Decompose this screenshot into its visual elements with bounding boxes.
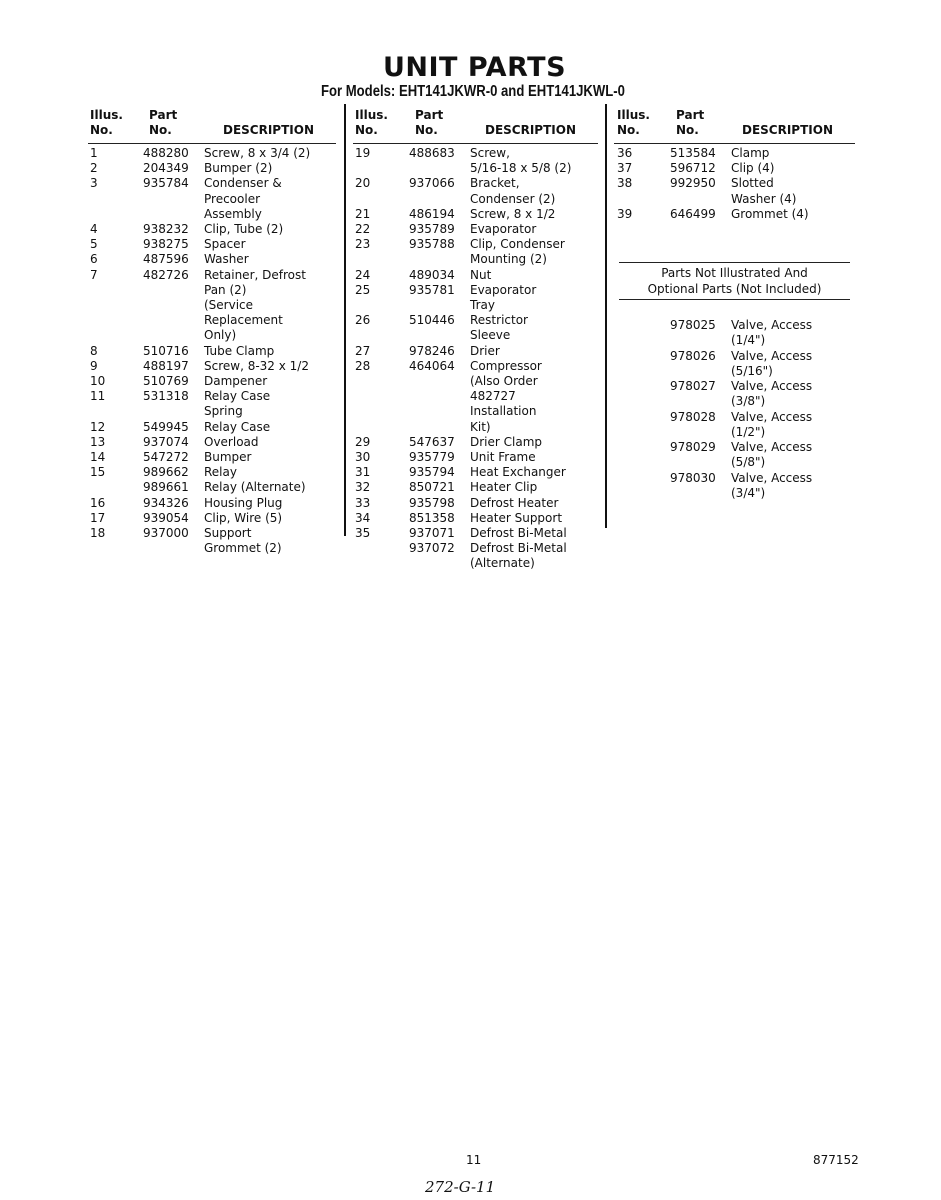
- table-row: [353, 222, 598, 237]
- table-row: [353, 450, 598, 465]
- illus-number: 32: [355, 480, 371, 495]
- part-number: 939054: [143, 510, 189, 525]
- table-row: [353, 496, 598, 511]
- part-description: Housing Plug: [204, 495, 283, 510]
- illus-number: 21: [355, 206, 371, 221]
- part-description: Heater Clip: [470, 480, 538, 495]
- table-row: [88, 389, 336, 419]
- table-row: [614, 176, 855, 206]
- table-row: [88, 465, 336, 480]
- parts-column-1: [88, 108, 336, 556]
- part-number: 487596: [143, 252, 189, 267]
- part-number: 646499: [670, 206, 716, 221]
- illus-number: 31: [355, 465, 371, 480]
- illus-number: 38: [617, 176, 633, 191]
- illus-number: 20: [355, 176, 371, 191]
- table-row: [88, 176, 336, 222]
- part-description: Retainer, Defrost Pan (2) (Service Replacement Only): [204, 267, 306, 343]
- not-illustrated-header: [619, 262, 850, 300]
- part-description: Slotted Washer (4): [731, 176, 797, 206]
- part-number: 978028: [670, 409, 716, 424]
- illus-number: 8: [90, 343, 98, 358]
- illus-number: 16: [90, 495, 106, 510]
- illus-number: 14: [90, 450, 106, 465]
- illus-number: 3: [90, 176, 98, 191]
- illus-number: 36: [617, 146, 633, 160]
- table-row: [353, 465, 598, 480]
- part-description: Nut: [470, 267, 492, 282]
- part-description: Bracket, Condenser (2): [470, 176, 556, 206]
- table-row: [353, 344, 598, 359]
- part-description: Screw, 5/16-18 x 5/8 (2): [470, 146, 572, 176]
- part-number: 935781: [409, 282, 455, 297]
- part-number: 851358: [409, 510, 455, 525]
- illus-header: No.: [90, 123, 113, 137]
- parts-column-3: [614, 108, 855, 222]
- table-row: [353, 359, 598, 435]
- not-illustrated-heading-line-1: Parts Not Illustrated And: [661, 266, 808, 280]
- part-header: No.: [415, 123, 438, 137]
- part-description: Bumper (2): [204, 161, 273, 176]
- part-description: Evaporator Tray: [470, 282, 537, 313]
- part-description: Unit Frame: [470, 450, 536, 465]
- part-header: Part: [676, 108, 705, 122]
- part-number: 531318: [143, 389, 189, 404]
- part-number: 935794: [409, 465, 455, 480]
- table-row: [353, 313, 598, 343]
- table-row: [88, 374, 336, 389]
- part-number: 937072: [409, 541, 455, 556]
- part-description: Clip (4): [731, 161, 775, 176]
- part-description: Heat Exchanger: [470, 465, 566, 480]
- part-number: 938275: [143, 237, 189, 252]
- table-row: [614, 207, 855, 222]
- part-description: Clip, Wire (5): [204, 510, 283, 525]
- description-header: DESCRIPTION: [741, 123, 833, 137]
- page-title: UNIT PARTS: [382, 52, 567, 83]
- parts-rows: [614, 144, 855, 222]
- illus-number: 28: [355, 358, 371, 373]
- illus-number: 27: [355, 343, 371, 358]
- part-description: Tube Clamp: [204, 343, 275, 358]
- part-number: 204349: [143, 161, 189, 176]
- part-number: 547637: [409, 434, 455, 449]
- part-number: 978029: [670, 440, 716, 454]
- column-header: [614, 108, 855, 144]
- part-description: Overload: [204, 434, 259, 449]
- optional-parts-list: [670, 318, 812, 501]
- table-row: [670, 471, 812, 502]
- illus-number: 2: [90, 161, 98, 176]
- part-number: 935788: [409, 237, 455, 252]
- part-number: 937000: [143, 526, 189, 541]
- part-description: Clip, Tube (2): [204, 222, 284, 237]
- column-header: [353, 108, 598, 144]
- illus-number: 6: [90, 252, 98, 267]
- illus-number: 4: [90, 222, 98, 237]
- illus-number: 26: [355, 313, 371, 328]
- table-row: [88, 496, 336, 511]
- part-description: Condenser & Precooler Assembly: [204, 176, 282, 221]
- illus-number: 22: [355, 222, 371, 237]
- part-description: Clamp: [731, 146, 770, 160]
- part-number: 464064: [409, 358, 455, 373]
- table-row: [670, 318, 812, 349]
- part-description: Valve, Access (1/2"): [731, 409, 813, 439]
- illus-number: 18: [90, 526, 106, 541]
- part-description: Bumper: [204, 450, 252, 465]
- illus-number: 13: [90, 434, 106, 449]
- table-row: [88, 268, 336, 344]
- part-number: 935779: [409, 450, 455, 465]
- part-description: Defrost Heater: [470, 495, 559, 510]
- part-number: 934326: [143, 495, 189, 510]
- part-description: Grommet (4): [731, 206, 809, 221]
- part-description: Drier Clamp: [470, 434, 543, 449]
- part-number: 513584: [670, 146, 716, 160]
- illus-number: 1: [90, 146, 98, 160]
- part-description: Drier: [470, 343, 500, 358]
- part-description: Valve, Access (1/4"): [731, 318, 813, 348]
- document-number: 877152: [813, 1153, 859, 1167]
- part-number: 937066: [409, 176, 455, 191]
- part-number: 935784: [143, 176, 189, 191]
- table-row: [670, 349, 812, 380]
- table-row: [353, 237, 598, 267]
- part-description: Valve, Access (5/16"): [731, 348, 813, 378]
- illus-number: 7: [90, 267, 98, 282]
- part-description: Heater Support: [470, 510, 563, 525]
- table-row: [88, 146, 336, 161]
- description-header: DESCRIPTION: [222, 123, 314, 137]
- part-description: Screw, 8 x 3/4 (2): [204, 146, 311, 160]
- part-number: 978030: [670, 470, 716, 485]
- table-row: [353, 268, 598, 283]
- models-subtitle: For Models: EHT141JKWR-0 and EHT141JKWL-0: [320, 83, 625, 100]
- part-description: Valve, Access (3/8"): [731, 379, 813, 409]
- illus-number: 23: [355, 237, 371, 252]
- part-number: 978025: [670, 318, 716, 332]
- column-divider: [605, 104, 607, 528]
- illus-number: 9: [90, 358, 98, 373]
- table-row: [88, 222, 336, 237]
- part-header: No.: [149, 123, 172, 137]
- table-row: [88, 450, 336, 465]
- table-row: [88, 237, 336, 252]
- table-row: [353, 480, 598, 495]
- part-number: 938232: [143, 222, 189, 237]
- part-description: Screw, 8 x 1/2: [470, 206, 556, 221]
- illus-number: 37: [617, 161, 633, 176]
- part-number: 978026: [670, 348, 716, 363]
- part-description: Support Grommet (2): [204, 526, 282, 556]
- part-number: 992950: [670, 176, 716, 191]
- illus-number: 5: [90, 237, 98, 252]
- part-number: 510446: [409, 313, 455, 328]
- table-row: [614, 146, 855, 161]
- illus-number: 12: [90, 419, 106, 434]
- illus-number: 24: [355, 267, 371, 282]
- part-number: 989662: [143, 465, 189, 480]
- table-row: [353, 176, 598, 206]
- description-header: DESCRIPTION: [484, 123, 576, 137]
- part-number: 549945: [143, 419, 189, 434]
- part-description: Relay: [204, 465, 237, 480]
- table-row: [670, 410, 812, 441]
- part-description: Relay Case Spring: [204, 389, 271, 419]
- part-description: Clip, Condenser Mounting (2): [470, 237, 565, 267]
- part-number: 850721: [409, 480, 455, 495]
- part-number: 489034: [409, 267, 455, 282]
- part-number: 488280: [143, 146, 189, 160]
- part-number: 510769: [143, 374, 189, 389]
- table-row: [353, 541, 598, 571]
- part-number: 935798: [409, 495, 455, 510]
- part-header: No.: [676, 123, 699, 137]
- part-number: 488197: [143, 358, 189, 373]
- part-number: 989661: [143, 480, 189, 495]
- part-description: Washer: [204, 252, 249, 267]
- illus-number: 35: [355, 526, 371, 541]
- illus-number: 15: [90, 465, 106, 480]
- table-row: [670, 440, 812, 471]
- column-divider: [344, 104, 346, 536]
- illus-header: No.: [355, 123, 378, 137]
- illus-header: Illus.: [617, 108, 650, 122]
- illus-header: Illus.: [90, 108, 123, 122]
- illus-header: No.: [617, 123, 640, 137]
- part-description: Valve, Access (5/8"): [731, 440, 813, 470]
- part-description: Relay Case: [204, 419, 271, 434]
- part-number: 482726: [143, 267, 189, 282]
- part-number: 978246: [409, 343, 455, 358]
- parts-rows: [353, 144, 598, 572]
- illus-number: 25: [355, 282, 371, 297]
- table-row: [88, 344, 336, 359]
- parts-column-2: [353, 108, 598, 572]
- table-row: [353, 146, 598, 176]
- part-description: Relay (Alternate): [204, 480, 306, 495]
- table-row: [88, 480, 336, 495]
- part-number: 596712: [670, 161, 716, 176]
- illus-number: 11: [90, 389, 106, 404]
- table-row: [88, 161, 336, 176]
- part-header: Part: [149, 108, 178, 122]
- illus-number: 17: [90, 510, 106, 525]
- table-row: [353, 207, 598, 222]
- table-row: [353, 283, 598, 313]
- not-illustrated-heading-line-2: Optional Parts (Not Included): [647, 282, 822, 296]
- table-row: [88, 435, 336, 450]
- illus-number: 33: [355, 495, 371, 510]
- table-row: [88, 526, 336, 556]
- part-description: Screw, 8-32 x 1/2: [204, 358, 309, 373]
- part-header: Part: [415, 108, 444, 122]
- parts-rows: [88, 144, 336, 556]
- table-row: [88, 359, 336, 374]
- part-number: 488683: [409, 146, 455, 160]
- table-row: [88, 252, 336, 267]
- handwritten-note: 272-G-11: [425, 1178, 496, 1196]
- table-row: [353, 435, 598, 450]
- part-description: Spacer: [204, 237, 246, 252]
- part-description: Valve, Access (3/4"): [731, 470, 813, 500]
- part-number: 486194: [409, 206, 455, 221]
- illus-number: 10: [90, 374, 106, 389]
- table-row: [88, 420, 336, 435]
- illus-number: 29: [355, 434, 371, 449]
- part-number: 937074: [143, 434, 189, 449]
- part-description: Defrost Bi-Metal: [470, 526, 567, 541]
- column-header: [88, 108, 336, 144]
- illus-number: 34: [355, 510, 371, 525]
- table-row: [88, 511, 336, 526]
- part-number: 935789: [409, 222, 455, 237]
- part-description: Restrictor Sleeve: [470, 313, 528, 343]
- illus-header: Illus.: [355, 108, 388, 122]
- part-description: Compressor (Also Order 482727 Installation Kit): [470, 358, 542, 434]
- part-number: 510716: [143, 343, 189, 358]
- part-number: 978027: [670, 379, 716, 393]
- illus-number: 19: [355, 146, 371, 160]
- table-row: [670, 379, 812, 410]
- illus-number: 39: [617, 206, 633, 221]
- part-number: 547272: [143, 450, 189, 465]
- part-description: Defrost Bi-Metal (Alternate): [470, 541, 567, 571]
- table-row: [353, 511, 598, 526]
- part-description: Dampener: [204, 374, 268, 389]
- table-row: [614, 161, 855, 176]
- table-row: [353, 526, 598, 541]
- illus-number: 30: [355, 450, 371, 465]
- page-number: 11: [466, 1153, 482, 1167]
- part-number: 937071: [409, 526, 455, 541]
- part-description: Evaporator: [470, 222, 537, 237]
